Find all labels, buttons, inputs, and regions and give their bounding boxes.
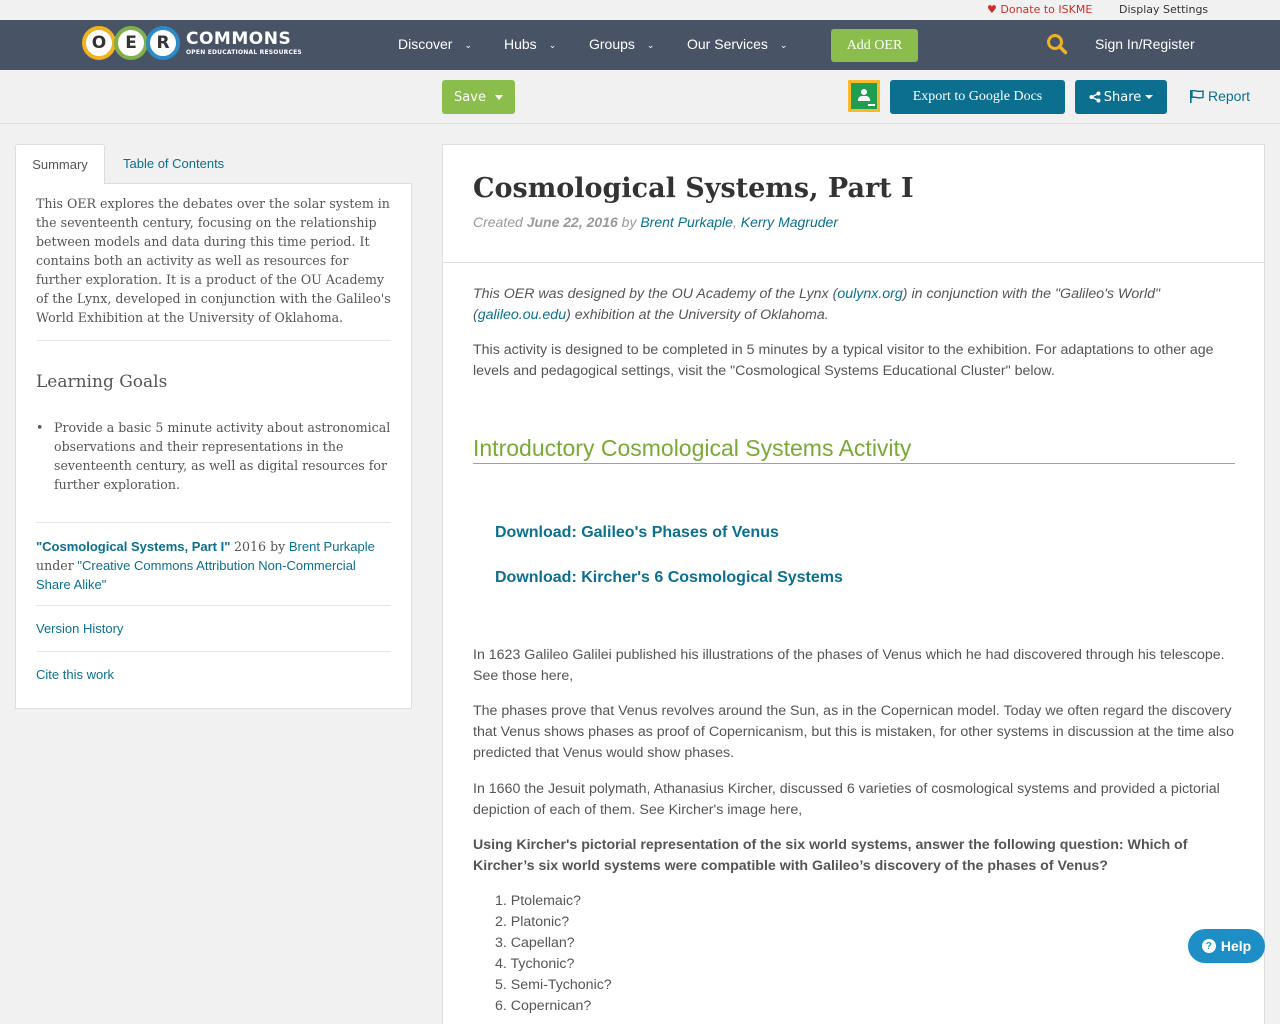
divider (36, 340, 391, 341)
list-item: 6. Copernican? (495, 998, 592, 1014)
donate-link[interactable] (987, 3, 1092, 16)
author-link[interactable]: Brent Purkaple (640, 214, 733, 230)
list-item: 2. Platonic? (495, 914, 570, 930)
intro-text: This OER was designed by the OU Academy of the Lynx ( (473, 286, 838, 302)
report-link[interactable] (1190, 88, 1250, 104)
search-icon[interactable] (1046, 33, 1068, 55)
google-classroom-icon (851, 83, 877, 109)
created-label: Created (473, 214, 523, 230)
nav-groups[interactable] (589, 36, 654, 52)
chevron-down-icon: ⌄ (646, 40, 655, 50)
share-button[interactable] (1075, 80, 1167, 114)
attribution-year: 2016 by (234, 539, 286, 554)
divider (36, 605, 391, 606)
nav-groups-label: Groups (589, 36, 635, 52)
help-label: Help (1220, 938, 1252, 954)
question-icon: ? (1202, 939, 1216, 953)
caret-down-icon (1145, 95, 1153, 99)
version-history-link[interactable]: Version History (36, 621, 124, 636)
nav-hubs-label: Hubs (504, 36, 537, 52)
attribution-under: under (36, 558, 74, 573)
list-item: 1. Ptolemaic? (495, 893, 581, 909)
resource-header (443, 145, 1264, 263)
attribution-title-link[interactable]: "Cosmological Systems, Part I" (36, 539, 231, 554)
chevron-down-icon: ⌄ (548, 40, 557, 50)
page-title: Cosmological Systems, Part I (473, 173, 914, 204)
sign-in-link[interactable]: Sign In/Register (1095, 36, 1195, 52)
intro-paragraph (473, 284, 1235, 326)
list-item: 5. Semi-Tychonic? (495, 977, 612, 993)
summary-panel (15, 183, 412, 709)
donate-label: Donate to ISKME (1000, 3, 1093, 16)
heart-icon: ♥ (987, 3, 997, 16)
author-separator: , (732, 214, 737, 230)
download-phases-venus-link[interactable]: Download: Galileo's Phases of Venus (495, 524, 779, 541)
chevron-down-icon: ⌄ (779, 40, 788, 50)
report-label: Report (1208, 88, 1251, 104)
kircher-paragraph: In 1660 the Jesuit polymath, Athanasius Kircher, discussed 6 varieties of cosmological systems and provided a pictorial depiction of each of them. See Kircher's image here, (473, 781, 1220, 818)
list-item: • Provide a basic 5 minute activity about astronomical observations and their representations in the seventeenth century, as well as digital resources for further exploration. (36, 418, 391, 494)
intro-text: ) in conjunction with the "Galileo's World" ( (473, 286, 1161, 323)
list-item: 4. Tychonic? (495, 956, 575, 972)
google-classroom-button[interactable] (848, 80, 880, 112)
cite-work-link[interactable]: Cite this work (36, 667, 115, 682)
utility-bar (0, 0, 1280, 20)
help-button[interactable] (1188, 929, 1265, 963)
created-line (473, 214, 838, 230)
share-icon (1089, 91, 1101, 103)
intro-text: ) exhibition at the University of Oklahoma. (566, 307, 829, 323)
divider (36, 522, 391, 523)
oer-commons-logo[interactable] (82, 26, 302, 60)
created-by: by (621, 214, 637, 230)
display-settings-link[interactable]: Display Settings (1119, 3, 1209, 16)
nav-hubs[interactable] (504, 36, 556, 52)
author-link[interactable]: Kerry Magruder (740, 214, 838, 230)
download-kircher-link[interactable]: Download: Kircher's 6 Cosmological Systems (495, 569, 843, 586)
nav-discover[interactable] (398, 36, 472, 52)
chevron-down-icon: ⌄ (464, 40, 473, 50)
left-tabs (15, 144, 412, 184)
learning-goals-title: Learning Goals (36, 372, 168, 392)
license-link[interactable]: "Creative Commons Attribution Non-Commercial Share Alike" (36, 558, 356, 592)
oulynx-link[interactable]: oulynx.org (837, 286, 903, 302)
galileo-paragraph: In 1623 Galileo Galilei published his illustrations of the phases of Venus which he had discovered through his telescope. See those here, (473, 647, 1225, 684)
created-date: June 22, 2016 (526, 214, 618, 230)
activity-description: This activity is designed to be completed in 5 minutes by a typical visitor to the exhibition. For adaptations to other age levels and pedagogical settings, visit the "Cosmological Systems Educational Cluster" below. (473, 342, 1214, 379)
attribution (36, 537, 391, 594)
save-button[interactable] (442, 80, 515, 114)
resource-main (442, 144, 1265, 1024)
export-google-docs-button[interactable]: Export to Google Docs (890, 80, 1065, 114)
galileo-link[interactable]: galileo.ou.edu (477, 307, 567, 323)
resource-toolbar (0, 70, 1280, 124)
logo-word: COMMONS (186, 28, 292, 49)
tab-summary[interactable]: Summary (15, 144, 105, 184)
nav-discover-label: Discover (398, 36, 453, 52)
nav-our-services[interactable] (687, 36, 787, 52)
section-title: Introductory Cosmological Systems Activity (473, 435, 1235, 464)
attribution-author-link[interactable]: Brent Purkaple (288, 539, 375, 554)
list-item: 3. Capellan? (495, 935, 575, 951)
nav-services-label: Our Services (687, 36, 768, 52)
main-nav (0, 20, 1280, 70)
save-label: Save (454, 89, 486, 105)
logo-letter-o: O (82, 26, 116, 60)
add-oer-button[interactable]: Add OER (831, 29, 918, 62)
logo-letter-e: E (114, 26, 148, 60)
tab-table-of-contents[interactable]: Table of Contents (123, 156, 225, 171)
learning-goals-list (36, 418, 391, 494)
logo-letter-r: R (146, 26, 180, 60)
caret-down-icon (495, 95, 503, 100)
divider (36, 651, 391, 652)
question-paragraph: Using Kircher's pictorial representation of the six world systems, answer the following question: Which of Kircher’s six world systems were compatible with Galileo’s discovery of the phases of Venus? (473, 837, 1188, 874)
summary-text: This OER explores the debates over the solar system in the seventeenth century, focusing on the relationship between models and data during this time period. It contains both an activity as well as resources for further exploration. It is a product of the OU Academy of the Lynx, developed in conjunction with the Galileo's World Exhibition at the University of Oklahoma. (36, 196, 391, 325)
share-label: Share (1103, 89, 1142, 105)
phases-paragraph: The phases prove that Venus revolves around the Sun, as in the Copernican model. Today we often regard the discovery that Venus shows phases as proof of Copernicanism, but this is mistaken, for other systems in discussion at the time also predicted that Venus would show phases. (473, 703, 1234, 761)
logo-wordmark (186, 28, 302, 56)
logo-subtitle: OPEN EDUCATIONAL RESOURCES (186, 48, 302, 56)
flag-icon (1190, 90, 1204, 103)
options-list (495, 891, 612, 1017)
